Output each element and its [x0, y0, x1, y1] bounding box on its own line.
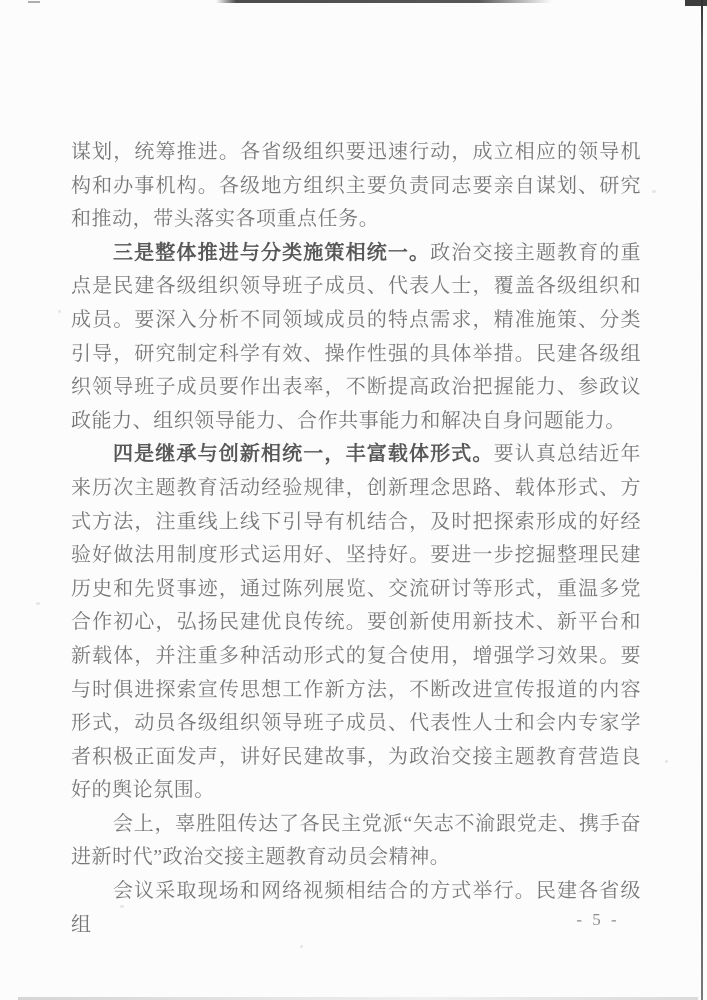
scan-right-edge-line — [701, 0, 703, 1000]
document-body — [71, 136, 641, 942]
scan-top-edge-line — [216, 0, 552, 3]
paragraph-bold-lead: 三是整体推进与分类施策相统一。 — [113, 241, 431, 264]
scan-top-right-mark — [685, 0, 707, 6]
page-number: - 5 - — [576, 910, 620, 929]
paragraph-bold-lead: 四是继承与创新相统一，丰富载体形式。 — [113, 443, 494, 466]
paragraph-text: 会上，辜胜阻传达了各民主党派“矢志不渝跟党走、携手奋进新时代”政治交接主题教育动员会精神。 — [71, 812, 641, 869]
scan-top-left-dash — [28, 1, 40, 3]
paragraph — [71, 438, 641, 808]
paragraph — [71, 237, 641, 439]
paragraph-text: 谋划，统筹推进。各省级组织要迅速行动，成立相应的领导机构和办事机构。各级地方组织主要负责同志要亲自谋划、研究和推动，带头落实各项重点任务。 — [71, 141, 641, 231]
paragraph — [71, 875, 641, 942]
paragraph — [71, 136, 641, 237]
paragraph — [71, 808, 641, 875]
paragraph-text: 会议采取现场和网络视频相结合的方式举行。民建各省级组 — [71, 880, 641, 936]
paragraph-text: 政治交接主题教育的重点是民建各级组织领导班子成员、代表人士，覆盖各级组织和成员。要深入分析不同领域成员的特点需求，精准施策、分类引导，研究制定科学有效、操作性强的具体举措。民建各级组织领导班子成员要作出表率，不断提高政治把握能力、参政议政能力、组织领导能力、合作共事能力和解决自身问题能力。 — [71, 241, 641, 432]
paragraph-text: 要认真总结近年来历次主题教育活动经验规律，创新理念思路、载体形式、方式方法，注重线上线下引导有机结合，及时把探索形成的好经验好做法用制度形式运用好、坚持好。要进一步挖掘整理民建历史和先贤事迹，通过陈列展览、交流研讨等形式，重温多党合作初心，弘扬民建优良传统。要创新使用新技术、新平台和新载体，并注重多种活动形式的复合使用，增强学习效果。要与时俱进探索宣传思想工作新方法，不断改进宣传报道的内容形式，动员各级组织领导班子成员、代表性人士和会内专家学者积极正面发声，讲好民建故事，为政治交接主题教育营造良好的舆论氛围。 — [71, 443, 641, 802]
